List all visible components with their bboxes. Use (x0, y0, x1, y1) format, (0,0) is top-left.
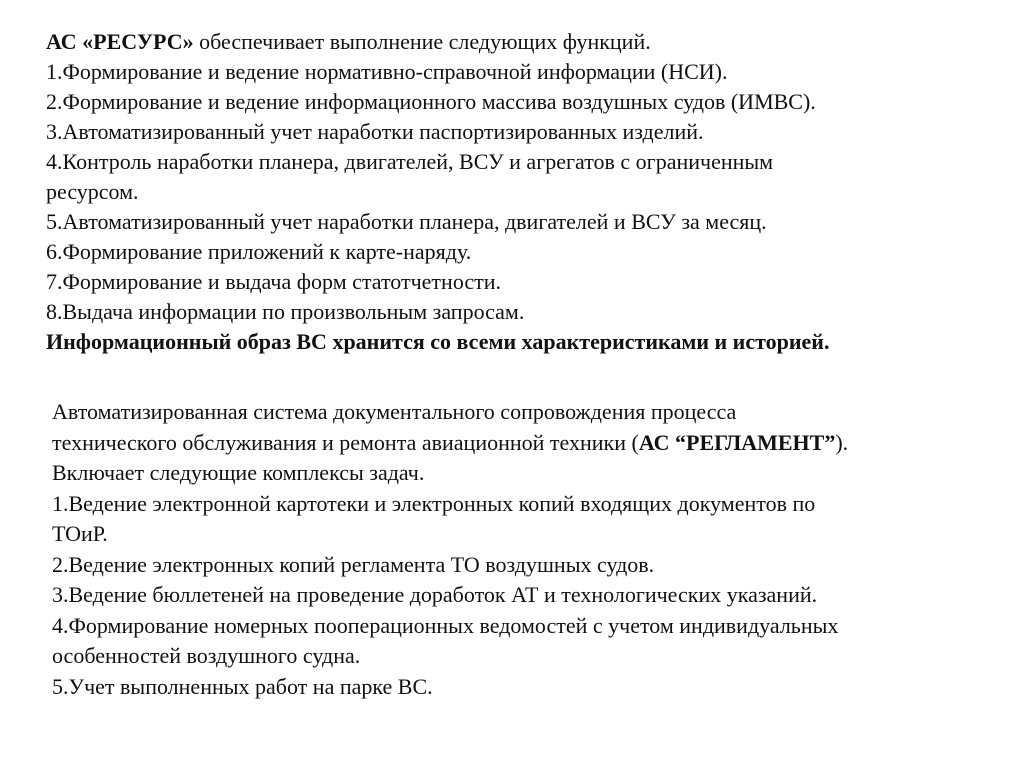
resurs-intro-text: обеспечивает выполнение следующих функций. (193, 29, 651, 54)
resurs-item: 7.Формирование и выдача форм статотчетности. (46, 269, 502, 294)
reglament-intro-text: технического обслуживания и ремонта авиационной техники ( (52, 429, 639, 455)
reglament-item: 3.Ведение бюллетеней на проведение доработок АТ и технологических указаний. (52, 582, 818, 607)
resurs-item: ресурсом. (46, 179, 139, 204)
resurs-summary: Информационный образ ВС хранится со всеми характеристиками и историей. (46, 329, 830, 354)
reglament-intro-text-end: ). (835, 429, 849, 455)
resurs-item: 5.Автоматизированный учет наработки планера, двигателей и ВСУ за месяц. (46, 209, 767, 234)
resurs-section (46, 27, 1006, 357)
reglament-section (52, 397, 1002, 702)
resurs-intro (46, 27, 1006, 57)
resurs-title: АС «РЕСУРС» (46, 29, 194, 54)
resurs-item: 3.Автоматизированный учет наработки паспортизированных изделий. (46, 119, 704, 144)
reglament-tasks-heading: Включает следующие комплексы задач. (52, 460, 425, 485)
resurs-item: 1.Формирование и ведение нормативно-справочной информации (НСИ). (46, 59, 728, 84)
reglament-title: АС “РЕГЛАМЕНТ” (638, 429, 836, 455)
reglament-item: 4.Формирование номерных пооперационных ведомостей с учетом индивидуальных (52, 612, 839, 638)
resurs-item: 4.Контроль наработки планера, двигателей, ВСУ и агрегатов с ограниченным (46, 149, 774, 174)
reglament-intro-line (52, 428, 1002, 459)
resurs-item: 2.Формирование и ведение информационного массива воздушных судов (ИМВС). (46, 89, 816, 114)
reglament-item: особенностей воздушного судна. (52, 643, 361, 668)
reglament-item: 5.Учет выполненных работ на парке ВС. (52, 673, 433, 699)
reglament-item: ТОиР. (52, 521, 108, 546)
resurs-item: 6.Формирование приложений к карте-наряду. (46, 239, 472, 264)
reglament-item: 1.Ведение электронной картотеки и электронных копий входящих документов по (52, 490, 816, 516)
reglament-intro-line: Автоматизированная система документального сопровождения процесса (52, 399, 737, 424)
reglament-item: 2.Ведение электронных копий регламента ТО воздушных судов. (52, 551, 655, 577)
resurs-item: 8.Выдача информации по произвольным запросам. (46, 299, 525, 324)
